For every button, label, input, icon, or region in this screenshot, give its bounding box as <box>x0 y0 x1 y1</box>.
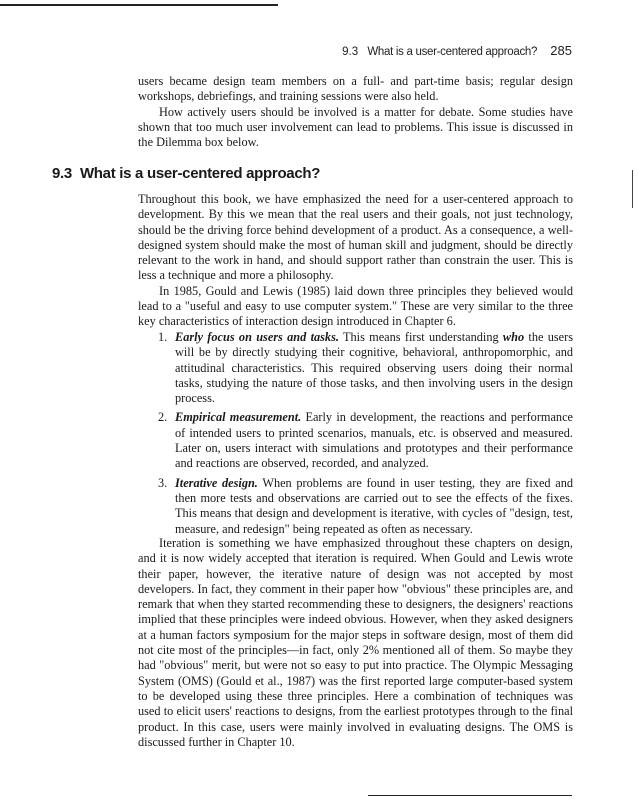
header-section-title: What is a user-centered approach? <box>367 46 538 58</box>
principles-list <box>158 330 573 541</box>
list-item <box>158 476 573 537</box>
top-rule <box>0 4 278 6</box>
page-number: 285 <box>550 43 572 58</box>
list-item <box>158 330 573 406</box>
bottom-rule <box>368 795 572 796</box>
list-item-number: 3. <box>158 475 168 490</box>
list-item-text: When problems are found in user testing, they are fixed and then more tests and observations are carried out to see the effects of the fixes. This means that design and development is iterative, with cycles of "design, test, measure, and redesign" being repeated as often as necessary. <box>175 475 573 536</box>
closing-paragraph: Iteration is something we have emphasized throughout these chapters on design, and it is now widely accepted that iteration is required. When Gould and Lewis wrote their paper, however, the iterative nature of design was not accepted by most developers. In fact, they comment in their paper how "obvious" these principles are, and remark that when they started recommending these to designers, the designers' reactions implied that these principles were indeed obvious. However, when they asked designers at a human factors symposium for the major steps in software design, most of them did not cite most of the principles—in fact, only 2% mentioned all of them. So maybe they had "obvious" merit, but were not so easy to put into practice. The Olympic Messaging System (OMS) (Gould et al., 1987) was the first reported large computer-based system to be developed using these three principles. Here a combination of techniques was used to elicit users' reactions to designs, from the earliest prototypes through to the final product. In this case, users were mainly involved in evaluating designs. The OMS is discussed further in Chapter 10. <box>138 536 573 749</box>
section-heading-title: What is a user-centered approach? <box>79 165 321 182</box>
intro-text <box>138 74 573 150</box>
running-header <box>342 43 572 58</box>
list-item-emphasis: who <box>502 330 525 344</box>
list-item <box>158 410 573 471</box>
intro-paragraph-1: users became design team members on a full- and part-time basis; regular design workshops, debriefings, and training sessions were also held. <box>138 74 573 104</box>
closing-text <box>138 536 573 750</box>
body-text <box>138 192 573 330</box>
list-item-number: 1. <box>158 330 168 344</box>
list-item-title: Empirical measurement. <box>175 410 302 425</box>
body-paragraph-1: Throughout this book, we have emphasized the need for a user-centered approach to development. By this we mean that the real users and their goals, not just technology, should be the driving force behind development of a product. As a consequence, a well-designed system should make the most of human skill and judgment, should be directly relevant to the work in hand, and should support rather than constrain the user. This is less a technique and more a philosophy. <box>138 192 573 283</box>
header-section-number: 9.3 <box>342 46 359 58</box>
body-paragraph-2: In 1985, Gould and Lewis (1985) laid down three principles they believed would lead to a "useful and easy to use computer system." These are very similar to the three key characteristics of interaction design introduced in Chapter 6. <box>138 283 573 329</box>
intro-paragraph-2: How actively users should be involved is a matter for debate. Some studies have shown that too much user involvement can lead to problems. This issue is discussed in the Dilemma box below. <box>138 104 573 150</box>
section-heading-number: 9.3 <box>52 165 72 182</box>
margin-change-bar <box>632 170 633 208</box>
list-item-title: Early focus on users and tasks. <box>175 330 339 344</box>
list-item-text: This means first understanding <box>338 330 503 344</box>
list-item-number: 2. <box>158 410 168 425</box>
list-item-text: Early in development, the reactions and performance of intended users to printed scenarios, manuals, etc. is observed and measured. Later on, users interact with simulations and prototypes and their performance and reactions are observed, recorded, and analyzed. <box>175 410 573 471</box>
list-item-text-end: the users will be by directly studying their cognitive, behavioral, anthropomorphic, and attitudinal characteristics. This required observing users doing their normal tasks, studying the nature of those tasks, and then involving users in the design process. <box>175 330 574 406</box>
section-heading <box>52 165 320 182</box>
list-item-title: Iterative design. <box>175 475 258 490</box>
